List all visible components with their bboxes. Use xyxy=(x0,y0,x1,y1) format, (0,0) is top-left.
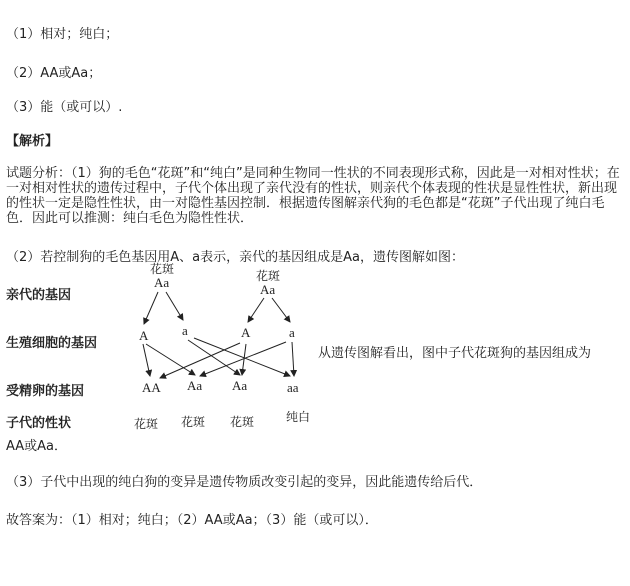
gamete-4: a xyxy=(289,325,295,340)
arrow-p2-to-a xyxy=(272,298,290,322)
answer-1: （1）相对；纯白； xyxy=(6,27,119,42)
row-label-zygotes: 受精卵的基因 xyxy=(6,384,85,399)
analysis-heading: 【解析】 xyxy=(6,134,59,149)
arrow-a2-to-aa xyxy=(292,342,294,376)
parent-1-trait: 花斑 xyxy=(150,262,175,276)
offspring-trait-3: 花斑 xyxy=(230,415,255,429)
answer-3: （3）能（或可以）. xyxy=(6,100,123,115)
parent-2-trait: 花斑 xyxy=(256,269,281,283)
after-diagram-text: AA或Aa． xyxy=(6,439,68,454)
row-label-offspring: 子代的性状 xyxy=(6,416,72,431)
arrow-p1-to-a xyxy=(166,292,183,320)
diagram-side-note: 从遗传图解看出，图中子代花斑狗的基因组成为 xyxy=(318,346,592,361)
zygote-2: Aa xyxy=(187,378,203,393)
row-label-gametes: 生殖细胞的基因 xyxy=(6,336,98,351)
arrow-A1-to-AA xyxy=(143,344,150,376)
gamete-1: A xyxy=(139,328,149,343)
zygote-1: AA xyxy=(142,380,161,395)
answer-2: （2）AA或Aa； xyxy=(6,66,102,81)
gamete-2: a xyxy=(182,323,188,338)
zygote-4: aa xyxy=(287,380,299,395)
offspring-trait-4: 纯白 xyxy=(286,410,311,424)
offspring-trait-1: 花斑 xyxy=(134,417,159,431)
arrow-A1-to-Aa-2 xyxy=(146,344,195,375)
analysis-paragraph-1: 试题分析：（1）狗的毛色“花斑”和“纯白”是同种生物同一性状的不同表现形式称，因此是一对相对性状；在一对相对性状的遗传过程中，子代个体出现了亲代没有的性状，则亲代个体表现的性状是显性性状，新出现的性状一定是隐性性状，由一对隐性基因控制．根据遗传图解亲代狗的毛色都是“花斑”子代出现了纯白毛色．因此可以推测：纯白毛色为隐性性状． xyxy=(6,166,620,226)
final-answer: 故答案为：（1）相对；纯白；（2）AA或Aa；（3）能（或可以）． xyxy=(6,513,378,528)
row-label-parents: 亲代的基因 xyxy=(6,288,72,303)
offspring-trait-2: 花斑 xyxy=(181,415,206,429)
zygote-3: Aa xyxy=(232,378,248,393)
parent-2-gene: Aa xyxy=(260,282,276,297)
parent-1-gene: Aa xyxy=(154,275,170,290)
arrow-a1-to-Aa-3 xyxy=(188,340,240,375)
arrow-p1-to-A xyxy=(144,292,158,324)
analysis-paragraph-2: （2）若控制狗的毛色基因用A、a表示，亲代的基因组成是Aa，遗传图解如图： xyxy=(6,250,464,265)
arrow-p2-to-A xyxy=(248,298,264,322)
gamete-3: A xyxy=(241,325,251,340)
analysis-paragraph-3: （3）子代中出现的纯白狗的变异是遗传物质改变引起的变异，因此能遗传给后代． xyxy=(6,475,483,490)
